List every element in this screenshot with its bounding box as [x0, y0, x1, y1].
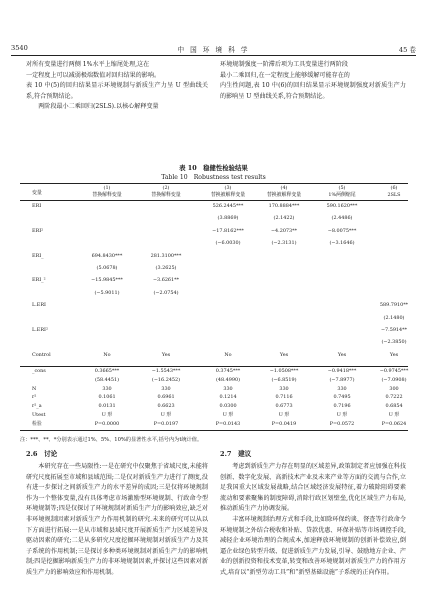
right-body — [220, 462, 406, 579]
table-cell: U 形 — [278, 412, 290, 418]
left-top-line: 一定程度上可以减弱极端数值对回归结果的影响。 — [26, 71, 161, 79]
table-cell: U 形 — [336, 412, 348, 418]
table-cell: 0.3665*** — [94, 368, 120, 374]
table-cell: 0.7116 — [275, 394, 293, 401]
journal-name: 中 国 环 境 科 学 — [177, 46, 250, 54]
header-rule — [11, 55, 416, 56]
table-cell: 589.7910** — [379, 302, 409, 309]
table-cell: (−2.3131) — [271, 240, 297, 247]
table-cell: −0.9745*** — [379, 368, 409, 374]
table-cell: 330 — [161, 385, 171, 392]
table-cell: 330 — [279, 385, 289, 392]
table-cell: −1.0508*** — [269, 368, 299, 374]
row-label: L.ERI — [32, 302, 46, 309]
table-cell: 0.1214 — [219, 394, 237, 401]
left-top-line: 两阶段最小二乘回归(2SLS).以核心解释变量 — [38, 103, 159, 111]
table-cell: Yes — [161, 351, 171, 358]
left-top-line: 对所有变量进行两侧 1%水平上缩尾处理,这在 — [26, 61, 150, 68]
column-header: 变量 — [32, 190, 42, 196]
table-cell: U 形 — [101, 412, 113, 418]
table-rule — [20, 200, 408, 201]
column-header: 1%两侧缩尾 — [328, 192, 356, 198]
column-number: (6) — [390, 185, 398, 191]
table-cell: (−7.0908) — [381, 376, 407, 383]
table-title: 表 10 稳健性检验结果 — [179, 164, 248, 172]
table-cell: 0.7222 — [385, 394, 403, 401]
table-cell: 330 — [102, 385, 112, 392]
table-cell: U 形 — [388, 412, 400, 418]
table-cell: Yes — [337, 351, 347, 358]
table-cell: 694.8430*** — [91, 252, 123, 259]
table-cell: (−6.8519) — [271, 376, 297, 383]
table-cell: 526.2445*** — [212, 203, 244, 209]
table-cell: P=0.0197 — [153, 420, 179, 427]
table-note: 注：***、**、*分别表示通过1%、5%、10%的显著性水平,括号内为t统计值。 — [20, 437, 203, 443]
table-rule — [20, 366, 408, 367]
table-cell: (−2.0754) — [153, 289, 179, 296]
table-cell: No — [103, 351, 111, 358]
row-label: Utest — [32, 412, 46, 418]
table-cell: P=0.0624 — [381, 420, 407, 427]
table-rule — [20, 183, 408, 184]
table-cell: 590.1620*** — [326, 203, 358, 209]
table-cell: (−5.9011) — [94, 289, 120, 296]
table-cell: 0.3745*** — [215, 368, 241, 374]
row-label: ERI — [32, 203, 42, 209]
column-header: 替换解释变量 — [92, 192, 122, 198]
row-label: ERI² — [32, 227, 44, 234]
table-cell: 330 — [337, 385, 347, 392]
table-cell: −15.9845*** — [91, 277, 123, 284]
table-cell: U 形 — [160, 412, 172, 418]
table-cell: (3.2625) — [155, 265, 177, 271]
table-cell: Yes — [279, 351, 289, 358]
body-paragraph: 本研究存在一些局限性:一是在研究中仅聚焦于省域尺度,未能将研究尺度拓展至市域和县域范围;二是仅对新质生产力进行了测度,没有进一步探讨之间新质生产力的水平差异的成因;三是仅将环境规制作为一个整体变量,没有具体考虑市场激励型环境规制、行政命令型环境规制等;四是仅探讨了环境规制对新质生产力的影响效应,缺乏对非环境规制因素对新质生产力作用机制的研究.未来的研究可以从以下方面进行拓展:一是从市域和县域尺度开展新质生产力区域差异及驱动因素的研究;二是从多研究尺度挖掘环境规制对新质生产力及其子系统的作用机制;三是探讨多种类环境规制对新质生产力的影响机制;四是挖掘影响新质生产力的非环境规制因素,并探讨这些因素对新质生产力的影响效应和作用机制。 — [26, 463, 208, 576]
row-label: ERI_ — [32, 252, 44, 259]
column-header: 替换被解释变量 — [266, 192, 302, 198]
table-cell: 0.1061 — [98, 394, 116, 401]
right-top-line: 最小二乘回归,在一定程度上能够缓解可能存在的 — [220, 71, 350, 79]
table-cell: 0.0131 — [98, 403, 116, 410]
table-cell: 0.7495 — [333, 394, 351, 401]
table-cell: (5.0678) — [96, 265, 118, 271]
table-cell: (2.1422) — [273, 215, 295, 222]
table-cell: P=0.0419 — [271, 420, 297, 427]
row-label: L.ERI² — [32, 327, 48, 333]
table-cell: 0.7196 — [333, 403, 351, 410]
row-label: r² — [32, 394, 37, 401]
table-cell: P=0.0572 — [329, 420, 355, 427]
table-cell: −0.9418*** — [327, 368, 357, 374]
table-rule — [20, 430, 408, 431]
running-header — [11, 44, 416, 54]
table-cell: 0.6623 — [157, 403, 175, 410]
row-label: r²_a — [32, 403, 42, 410]
table-cell: (−7.8977) — [329, 376, 355, 383]
table-cell: P=0.0143 — [215, 420, 241, 427]
column-number: (5) — [338, 185, 346, 191]
column-header: 2SLS — [387, 192, 401, 198]
table-cell: (3.8869) — [217, 215, 239, 222]
table-cell: −7.5914** — [380, 327, 408, 333]
table-cell: 0.0300 — [219, 403, 237, 410]
table-cell: 281.3100*** — [150, 252, 182, 259]
body-paragraph: 考虑到新质生产力存在明显的区域差异,政策制定者应加强在科技创新、数字化发展、高新技术产业及未来产业等方面的交流与合作,立足我国重大区域发展战略,结合区域经济发展特征,着力破除阻碍要素流动和要素聚集的制度障碍,消除行政区划壁垒,优化区域生产力布局,推动新质生产力协调发展。 — [220, 463, 406, 513]
column-number: (2) — [162, 185, 170, 191]
table-cell: (−3.1646) — [329, 240, 355, 247]
row-label: Control — [32, 351, 51, 358]
column-number: (3) — [224, 185, 232, 191]
row-label: N — [32, 385, 37, 392]
row-label: 检验 — [32, 420, 42, 427]
column-number: (4) — [280, 185, 288, 191]
table-cell: −4.2073** — [270, 227, 298, 234]
table-cell: (2.4486) — [331, 215, 353, 222]
table-cell: −1.5543*** — [151, 368, 181, 374]
table-cell: 330 — [223, 385, 233, 392]
table-cell: 170.8884*** — [268, 203, 300, 209]
table-cell: −17.8162*** — [212, 227, 244, 234]
table-cell: −3.6261** — [152, 277, 180, 284]
volume-label: 45 卷 — [398, 46, 416, 54]
row-label: ERI_² — [32, 277, 46, 284]
right-top-line: 内生性问题,表 10 中(6)的回归结果显示环境规制强度对新质生产力的影响呈 U 型曲线关系,符合预期结论。 — [220, 82, 406, 100]
table-cell: (58.4451) — [94, 376, 120, 383]
table-cell: −8.0075*** — [327, 227, 357, 234]
table-title-en: Table 10 Robustness test results — [161, 174, 266, 181]
table-cell: 0.6854 — [385, 403, 403, 410]
table-cell: (−16.2452) — [151, 376, 181, 383]
table-cell: Yes — [389, 351, 399, 358]
table-cell: (−6.0030) — [215, 240, 241, 247]
body-paragraph: 丰富环境规制治理方式和手段,比如除环保约谈、督查等行政命令环境规制之外结合税收和补贴、贷款优惠、环保补贴等市场调控手段,减轻企业环境治理的合规成本,加速释放环境规制的创新补偿效应,倒逼企业绿色转型升级、促进新质生产力发展,引导、鼓励地方企业、产业的创新投资和技术变革,转变和改善环境规制对新质生产力的作用方式,培育以“新型劳动工具”和“新型基础设施”子系统的正向作用。 — [220, 515, 406, 576]
table-cell: No — [224, 351, 232, 358]
left-body — [26, 462, 208, 579]
column-header: 替换解释变量 — [151, 192, 181, 198]
right-top-text — [220, 60, 406, 102]
table-cell: U 形 — [222, 412, 234, 418]
section-heading: 2.7 建议 — [220, 450, 252, 458]
section-heading: 2.6 讨论 — [26, 450, 58, 458]
table-cell: (−2.3850) — [381, 339, 407, 346]
page-number: 3540 — [11, 44, 28, 52]
row-label: _cons — [32, 368, 46, 374]
table-cell: 0.6773 — [275, 403, 293, 410]
table-cell: (48.4990) — [215, 376, 241, 383]
left-top-text — [26, 60, 208, 113]
column-header: 替换被解释变量 — [210, 192, 246, 198]
left-top-line: 表 10 中(5)的回归结果显示环境规制与新质生产力呈 U 型曲线关系,符合预期结论。 — [26, 82, 208, 100]
table-cell: 300 — [389, 385, 399, 392]
column-number: (1) — [103, 185, 111, 191]
table-cell: P=0.0000 — [94, 420, 120, 427]
table-cell: (2.1480) — [383, 314, 405, 321]
table-cell: 0.6961 — [157, 394, 175, 401]
right-top-line: 环境规制强度一阶滞后项为工具变量进行两阶段 — [220, 61, 348, 68]
